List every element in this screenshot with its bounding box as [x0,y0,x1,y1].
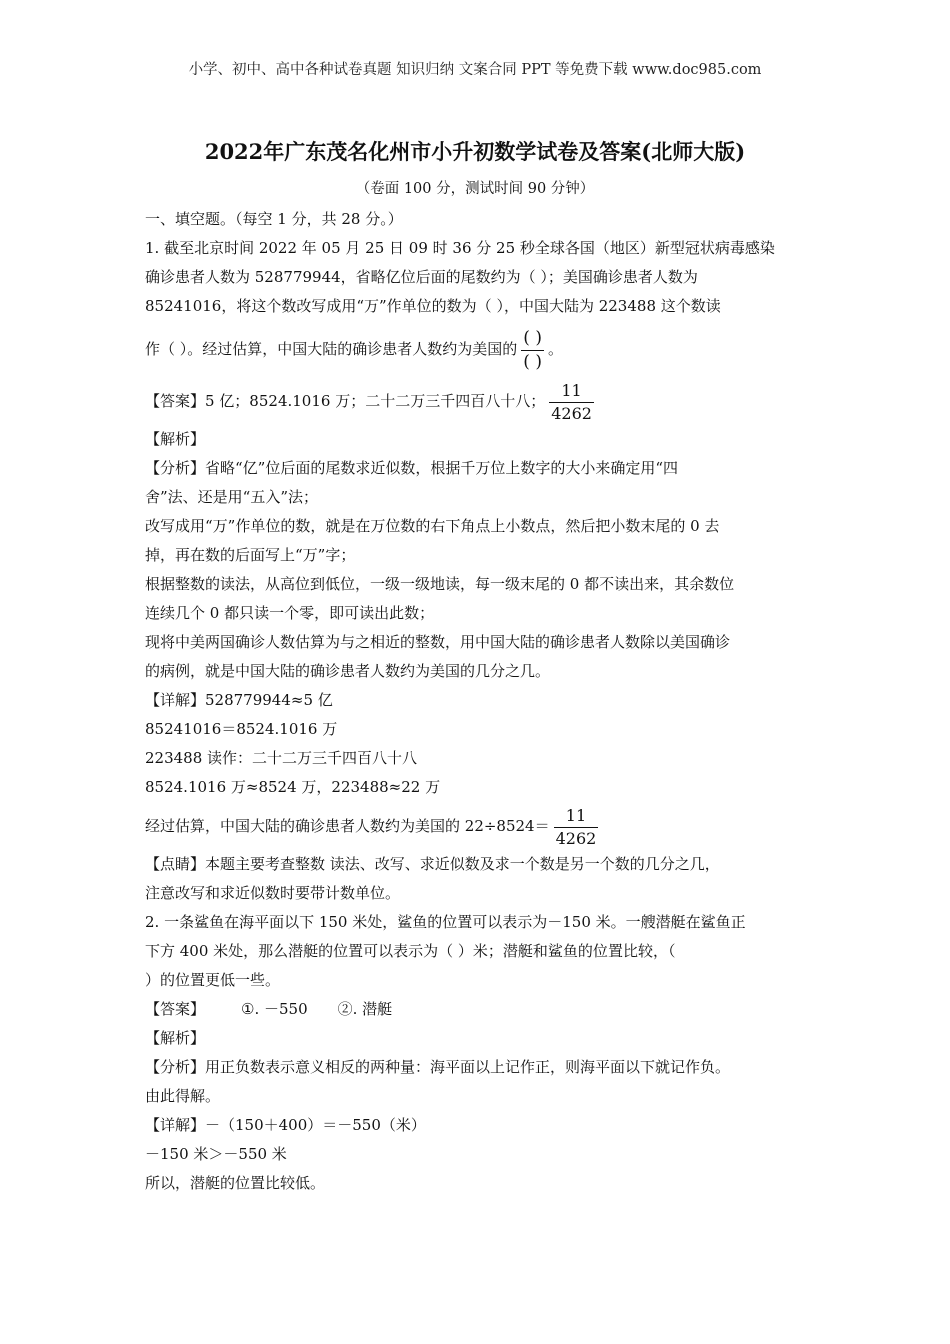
question-1-line-1: 1. 截至北京时间 2022 年 05 月 25 日 09 时 36 分 25 秒全球各国（地区）新型冠状病毒感染 [145,239,775,257]
question-1-line-4-text: 作（ ）。经过估算，中国大陆的确诊患者人数约为美国的 [145,340,518,358]
analysis-line-8: 的病例，就是中国大陆的确诊患者人数约为美国的几分之几。 [145,662,551,680]
answer-numerator: 11 [561,380,582,400]
section-heading: 一、填空题。（每空 1 分，共 28 分。） [145,210,403,228]
page-header: 小学、初中、高中各种试卷真题 知识归纳 文案合同 PPT 等免费下载 www.doc985.com [188,62,762,78]
question-2-line-3: ）的位置更低一些。 [145,971,281,989]
answer-fraction [549,380,594,425]
analysis-line-1: 【分析】省略“亿”位后面的尾数求近似数，根据千万位上数字的大小来确定用“四 [145,459,679,477]
comment-line-1: 【点睛】本题主要考查整数 读法、改写、求近似数及求一个数是另一个数的几分之几， [145,855,720,873]
comment-line-2: 注意改写和求近似数时要带计数单位。 [145,884,401,902]
detail-fraction [554,805,599,850]
analysis-line-6: 连续几个 0 都只读一个零，即可读出此数； [145,604,435,622]
blank-fraction [521,327,544,374]
detail-numerator: 11 [565,805,587,825]
detail-2-line-1: 【详解】－（150＋400）＝－550（米） [145,1116,426,1134]
question-1-line-2: 确诊患者人数为 528779944，省略亿位后面的尾数约为（ ）；美国确诊患者人数为 [145,268,698,286]
exam-info: （卷面 100 分，测试时间 90 分钟） [355,181,595,197]
answer-item-2: ②. 潜艇 [337,1000,393,1018]
question-2-line-2: 下方 400 米处，那么潜艇的位置可以表示为（ ）米；潜艇和鲨鱼的位置比较，（ [145,942,676,960]
analysis-2-line-1: 【分析】用正负数表示意义相反的两种量：海平面以上记作正，则海平面以下就记作负。 [145,1058,731,1076]
analysis-line-7: 现将中美两国确诊人数估算为与之相近的整数，用中国大陆的确诊患者人数除以美国确诊 [145,633,731,651]
analysis-line-4: 掉，再在数的后面写上“万”字； [145,546,356,564]
analysis-line-3: 改写成用“万”作单位的数，就是在万位数的右下角点上小数点，然后把小数末尾的 0 去 [145,517,720,535]
detail-line-1: 【详解】528779944≈5 亿 [145,691,333,709]
detail-line-5-text: 经过估算，中国大陆的确诊患者人数约为美国的 22÷8524＝ [145,817,550,835]
analysis-label: 【解析】 [145,430,206,448]
blank-denominator: ( ) [523,351,542,372]
detail-line-5 [145,802,810,850]
analysis-2-line-2: 由此得解。 [145,1087,221,1105]
answer-item-1: ①. －550 [241,1000,308,1018]
document-body [145,205,810,1198]
detail-line-4: 8524.1016 万≈8524 万，223488≈22 万 [145,778,441,796]
analysis-line-2: 舍”法、还是用“五入”法； [145,488,319,506]
question-1-line-4 [145,321,810,377]
answer-denominator: 4262 [551,403,592,423]
question-1-line-3: 85241016，将这个数改写成用“万”作单位的数为（ ），中国大陆为 223488 这个数读 [145,297,721,315]
detail-2-line-2: －150 米＞－550 米 [145,1145,287,1163]
question-1-answer [145,377,810,425]
detail-line-3: 223488 读作：二十二万三千四百八十八 [145,749,418,767]
analysis-label-2: 【解析】 [145,1029,206,1047]
question-2-answer [145,995,810,1024]
answer-label: 【答案】 [145,1000,206,1018]
answer-text: 【答案】5 亿；8524.1016 万；二十二万三千四百八十八； [145,392,546,410]
detail-line-2: 85241016＝8524.1016 万 [145,720,338,738]
blank-numerator: ( ) [523,327,542,348]
detail-denominator: 4262 [555,828,597,848]
question-1-line-4-end: 。 [547,340,563,358]
question-2-line-1: 2. 一条鲨鱼在海平面以下 150 米处，鲨鱼的位置可以表示为－150 米。一艘潜艇在鲨鱼正 [145,913,746,931]
detail-2-line-3: 所以，潜艇的位置比较低。 [145,1174,326,1192]
analysis-line-5: 根据整数的读法，从高位到低位，一级一级地读，每一级末尾的 0 都不读出来，其余数位 [145,575,735,593]
page-title: 2022年广东茂名化州市小升初数学试卷及答案(北师大版) [204,139,746,164]
